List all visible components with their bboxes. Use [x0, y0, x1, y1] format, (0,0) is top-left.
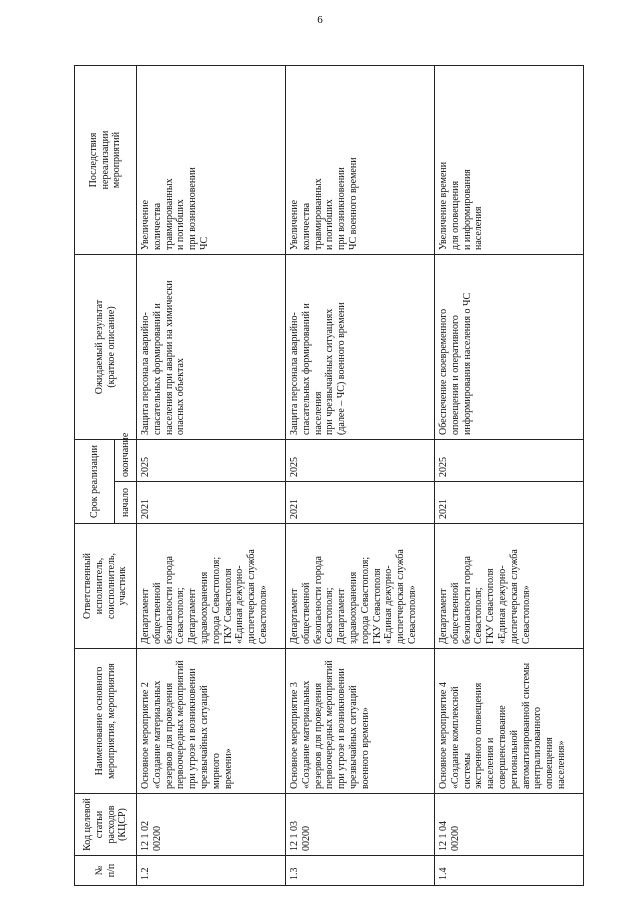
- header-responsible: Ответственный исполнитель, соисполнитель, участник: [75, 524, 137, 649]
- header-num: № п/п: [75, 856, 137, 886]
- cell-result: Обеспечение своевременного оповещения и оперативного информирования населения о ЧС: [435, 255, 584, 440]
- table-row: [286, 66, 435, 886]
- header-consequences: Последствия нереализации мероприятий: [75, 66, 137, 255]
- measures-table: [74, 65, 584, 886]
- cell-num: 1.2: [137, 856, 286, 886]
- cell-result: Защита персонала аварийно- спасательных формирований и населения при чрезвычайных ситуациях (далее – ЧС) военного времени: [286, 255, 435, 440]
- cell-responsible: Департамент общественной безопасности города Севастополя; ГКУ Севастополя «Единая дежурно- диспетчерская служба Севастополя»: [435, 524, 584, 649]
- rotated-table-container: [74, 66, 584, 886]
- cell-name: Основное мероприятие 4 «Создание комплексной системы экстренного оповещения населения и совершенствование региональной автоматизированной системы централизованного оповещения населения»: [435, 649, 584, 794]
- header-name: Наименование основного мероприятия, мероприятия: [75, 649, 137, 794]
- cell-end: 2025: [435, 440, 584, 482]
- cell-code: 12 1 03 00200: [286, 794, 435, 856]
- cell-name: Основное мероприятие 2 «Создание материальных резервов для проведения первоочередных мероприятий при угрозе и возникновении чрезвычайных ситуаций мирного времени»: [137, 649, 286, 794]
- cell-consequences: Увеличение количества травмированных и погибших при возникновении ЧС военного времени: [286, 66, 435, 255]
- table-header-row: [75, 66, 115, 886]
- header-period: Срок реализации: [75, 440, 115, 524]
- cell-end: 2025: [286, 440, 435, 482]
- table-row: [435, 66, 584, 886]
- cell-code: 12 1 04 00200: [435, 794, 584, 856]
- header-result: Ожидаемый результат (краткое описание): [75, 255, 137, 440]
- header-code: Код целевой статьи расходов (КЦСР): [75, 794, 137, 856]
- table-row: [137, 66, 286, 886]
- cell-name: Основное мероприятие 3 «Создание материальных резервов для проведения первоочередных мероприятий при угрозе и возникновении чрезвычайных ситуаций военного времени»: [286, 649, 435, 794]
- header-end: окончание: [115, 440, 137, 482]
- cell-end: 2025: [137, 440, 286, 482]
- page-number: 6: [317, 14, 323, 26]
- cell-start: 2021: [435, 482, 584, 524]
- cell-consequences: Увеличение количества травмированных и погибших при возникновении ЧС: [137, 66, 286, 255]
- cell-responsible: Департамент общественной безопасности города Севастополя; Департамент здравоохранения города Севастополя; ГКУ Севастополя «Единая дежурно- диспетчерская служба Севастополя»: [286, 524, 435, 649]
- cell-num: 1.4: [435, 856, 584, 886]
- header-start: начало: [115, 482, 137, 524]
- cell-result: Защита персонала аварийно- спасательных формирований и населения при аварии на химически опасных объектах: [137, 255, 286, 440]
- cell-start: 2021: [137, 482, 286, 524]
- cell-consequences: Увеличение времени для оповещения и информирования населения: [435, 66, 584, 255]
- cell-start: 2021: [286, 482, 435, 524]
- cell-code: 12 1 02 00200: [137, 794, 286, 856]
- cell-responsible: Департамент общественной безопасности города Севастополя; Департамент здравоохранения города Севастополя; ГКУ Севастополя «Единая дежурно- диспетчерская служба Севастополя»: [137, 524, 286, 649]
- cell-num: 1.3: [286, 856, 435, 886]
